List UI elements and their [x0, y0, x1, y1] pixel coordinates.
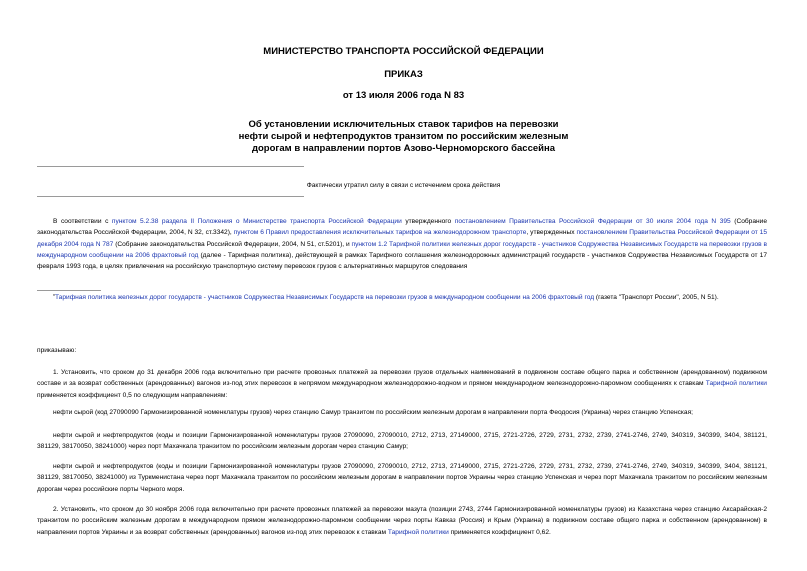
item-2-tariff-link[interactable]: Тарифной политики	[387, 528, 449, 536]
resolution-787-link[interactable]: постановлением Правительства Российской Федерации от 15 декабря 2004 года N 787	[37, 229, 767, 248]
title-line: нефти сырой и нефтепродуктов транзитом по российским железным	[238, 131, 569, 142]
preamble-paragraph: В соответствии с пунктом 5.2.38 раздела II Положения о Министерстве транспорта Российской Федерации утвержденного постановлением Правительства Российской Федерации от 30 июля 2004 года N 395 (Собрание законодательства Российской Федерации, 2004, N 32, ст.3342), пунктом 6 Правил предоставления исключительных тарифов на железнодорожном транспорте, утвержденных постановлением Правительства Российской Федерации от 15 декабря 2004 года N 787 (Собрание законодательства Российской Федерации, 2004, N 51, ст.5201), и пунктом 1.2 Тарифной политики железных дорог государств - участников Содружества Независимых Государств на перевозки грузов в международном сообщении на 2006 фрахтовый год (далее - Тарифная политика), действующей в рамках Тарифного соглашения железнодорожных администраций государств - участников Содружества Независимых Государств от 17 февраля 1993 года, в целях привлечения на российскую транспортную систему перевозок грузов с альтернативных маршрутов следования	[37, 218, 768, 271]
item-2-paragraph: 2. Установить, что сроком до 30 ноября 2006 года включительно при расчете провозных платежей за перевозки мазута (позиции 2743, 2744 Гармонизированной номенклатуры грузов) из Казахстана через станцию Аксарайская-2 транзитом по российским железным дорогам в международном прямом железнодорожно-паромном сообщении через порты Кавказ (Россия) и Крым (Украина) в подвижном составе общего парка и собственном (арендованном) в направлении портов Украины и за возврат собственных (арендованных) вагонов из-под этих перевозок к ставкам Тарифной политики применяется коэффициент 0,62.	[37, 506, 767, 536]
item-1-paragraph: 1. Установить, что сроком до 31 декабря 2006 года включительно при расчете провозных платежей за перевозки грузов отдельных наименований в подвижном составе общего парка и собственном (арендованном) подвижном составе и за возврат собственных (арендованных) вагонов из-под этих перевозок в непрямом международном железнодорожно-водном и прямом международном железнодорожно-паромном сообщениях к ставкам Тарифной политики применяется коэффициент 0,5 по следующим направлениям:	[37, 369, 767, 399]
order-word: приказываю:	[37, 347, 77, 354]
status-note: Фактически утратил силу в связи с истечением срока действия	[306, 182, 501, 189]
item-1-tariff-link[interactable]: Тарифной политики	[705, 380, 767, 388]
title-line: Об установлении исключительных ставок тарифов на перевозки	[248, 119, 559, 130]
resolution-395-link[interactable]: постановлением Правительства Российской Федерации от 30 июля 2004 года N 395	[454, 218, 731, 225]
regulation-link[interactable]: пунктом 5.2.38 раздела II Положения о Министерстве транспорта Российской Федерации	[111, 218, 402, 225]
footnote-marker: *	[53, 294, 55, 300]
separator-line	[37, 166, 304, 167]
sub-item: нефти сырой и нефтепродуктов (коды и позиции Гармонизированной номенклатуры грузов 27090090, 27090010, 2712, 2713, 27149000, 2715, 2721-2726, 2729, 2731, 2732, 2739, 2741-2746, 2749, 340319, 340399, 3404, 381121, 381129, 38170050, 38241000) через порт Махачкала транзитом по российским железным дорогам через станцию Самур;	[37, 432, 767, 451]
ministry-heading: МИНИСТЕРСТВО ТРАНСПОРТА РОССИЙСКОЙ ФЕДЕРАЦИИ	[263, 46, 544, 57]
rules-link[interactable]: пунктом 6 Правил предоставления исключительных тарифов на железнодорожном транспорте	[233, 229, 527, 237]
doc-type-heading: ПРИКАЗ	[384, 69, 423, 80]
footnote-separator	[37, 290, 101, 291]
footnote-tariff-policy-link[interactable]: Тарифная политика железных дорог государств - участников Содружества Независимых Государств на перевозки грузов в международном сообщении на 2006 фрахтовый год	[54, 294, 595, 301]
sub-item: нефти сырой и нефтепродуктов (коды и позиции Гармонизированной номенклатуры грузов 27090090, 27090010, 2712, 2713, 27149000, 2715, 2721-2726, 2729, 2731, 2732, 2739, 2741-2746, 2749, 340319, 340399, 3404, 381121, 381129, 38170050, 38241000) из Туркменистана через порт Махачкала транзитом по российским железным дорогам в направлении портов Украины через станцию Успенская и через порт Махачкала транзитом по российским железным дорогам через российские порты Черного моря.	[37, 463, 767, 493]
date-number-heading: от 13 июля 2006 года N 83	[342, 90, 465, 101]
title-line: дорогам в направлении портов Азово-Черноморского бассейна	[251, 143, 556, 154]
sub-item: нефти сырой (код 27090090 Гармонизированной номенклатуры грузов) через станцию Самур транзитом по российским железным дорогам в направлении порта Феодосия (Украина) через станцию Успенская;	[53, 409, 693, 416]
footnote-paragraph: *Тарифная политика железных дорог государств - участников Содружества Независимых Государств на перевозки грузов в международном сообщении на 2006 фрахтовый год (газета "Транспорт России", 2005, N 51).	[53, 294, 719, 301]
separator-line	[37, 196, 304, 197]
tariff-policy-link[interactable]: пунктом 1.2 Тарифной политики железных дорог государств - участников Содружества Независимых Государств на перевозки грузов в международном сообщении на 2006 фрахтовый год	[37, 240, 767, 259]
